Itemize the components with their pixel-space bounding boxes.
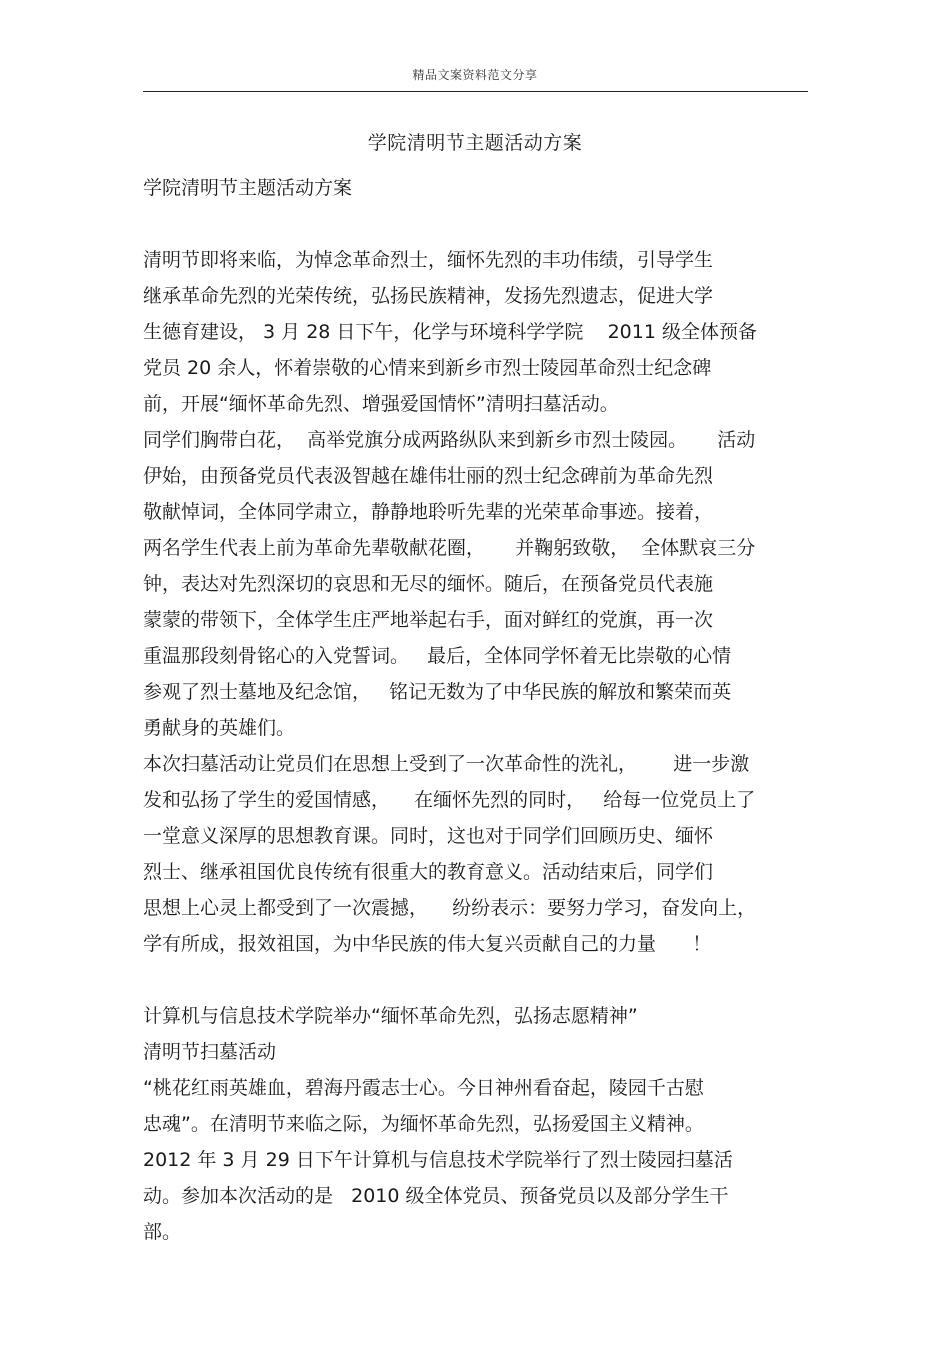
text-line: “桃花红雨英雄血，碧海丹霞志士心。今日神州看奋起，陵园千古慰 bbox=[143, 1077, 704, 1099]
text-line: 2012 年 3 月 29 日下午计算机与信息技术学院举行了烈士陵园扫墓活 bbox=[143, 1149, 733, 1171]
text-line: 忠魂”。在清明节来临之际，为缅怀革命先烈，弘扬爱国主义精神。 bbox=[143, 1113, 704, 1135]
text-line: 同学们胸带白花， 高举党旗分成两路纵队来到新乡市烈士陵园。 活动 bbox=[143, 429, 756, 451]
text-line: 动。参加本次活动的是 2010 级全体党员、预备党员以及部分学生干 bbox=[143, 1185, 729, 1207]
page-header-text: 精品文案资料范文分享 bbox=[412, 68, 538, 82]
document-subtitle: 学院清明节主题活动方案 bbox=[143, 177, 353, 199]
text-line: 党员 20 余人，怀着崇敬的心情来到新乡市烈士陵园革命烈士纪念碑 bbox=[143, 357, 712, 379]
document-body bbox=[143, 170, 808, 1250]
document-title: 学院清明节主题活动方案 bbox=[367, 132, 583, 154]
text-line: 勇献身的英雄们。 bbox=[143, 717, 296, 739]
section-2 bbox=[143, 998, 808, 1250]
text-line: 清明节扫墓活动 bbox=[143, 1041, 277, 1063]
text-line: 部。 bbox=[143, 1221, 182, 1243]
text-line: 发和弘扬了学生的爱国情感， 在缅怀先烈的同时， 给每一位党员上了 bbox=[143, 789, 756, 811]
text-line: 伊始，由预备党员代表汲智越在雄伟壮丽的烈士纪念碑前为革命先烈 bbox=[143, 465, 714, 487]
blank-line bbox=[143, 962, 808, 998]
text-line: 蒙蒙的带领下，全体学生庄严地举起右手，面对鲜红的党旗，再一次 bbox=[143, 609, 714, 631]
header-divider bbox=[143, 91, 808, 92]
text-line: 生德育建设， 3 月 28 日下午，化学与环境科学学院 2011 级全体预备 bbox=[143, 321, 757, 343]
text-line: 钟，表达对先烈深切的哀思和无尽的缅怀。随后，在预备党员代表施 bbox=[143, 573, 714, 595]
text-line: 重温那段刻骨铭心的入党誓词。 最后，全体同学怀着无比崇敬的心情 bbox=[143, 645, 732, 667]
blank-line bbox=[143, 206, 808, 242]
text-line: 思想上心灵上都受到了一次震撼， 纷纷表示：要努力学习，奋发向上， bbox=[143, 897, 757, 919]
text-line: 清明节即将来临，为悼念革命烈士，缅怀先烈的丰功伟绩，引导学生 bbox=[143, 249, 714, 271]
text-line: 两名学生代表上前为革命先辈敬献花圈， 并鞠躬致敬， 全体默哀三分 bbox=[143, 537, 756, 559]
section-1 bbox=[143, 242, 808, 962]
text-line: 学有所成，报效祖国，为中华民族的伟大复兴贡献自己的力量 ！ bbox=[143, 933, 712, 955]
text-line: 本次扫墓活动让党员们在思想上受到了一次革命性的洗礼， 进一步激 bbox=[143, 753, 750, 775]
text-line: 敬献悼词，全体同学肃立，静静地聆听先辈的光荣革命事迹。接着， bbox=[143, 501, 714, 523]
text-line: 参观了烈士墓地及纪念馆， 铭记无数为了中华民族的解放和繁荣而英 bbox=[143, 681, 732, 703]
text-line: 继承革命先烈的光荣传统，弘扬民族精神，发扬先烈遗志，促进大学 bbox=[143, 285, 714, 307]
text-line: 一堂意义深厚的思想教育课。同时，这也对于同学们回顾历史、缅怀 bbox=[143, 825, 714, 847]
text-line: 前，开展“缅怀革命先烈、增强爱国情怀”清明扫墓活动。 bbox=[143, 393, 619, 415]
text-line: 烈士、继承祖国优良传统有很重大的教育意义。活动结束后，同学们 bbox=[143, 861, 714, 883]
text-line: 计算机与信息技术学院举办“缅怀革命先烈，弘扬志愿精神” bbox=[143, 1005, 638, 1027]
